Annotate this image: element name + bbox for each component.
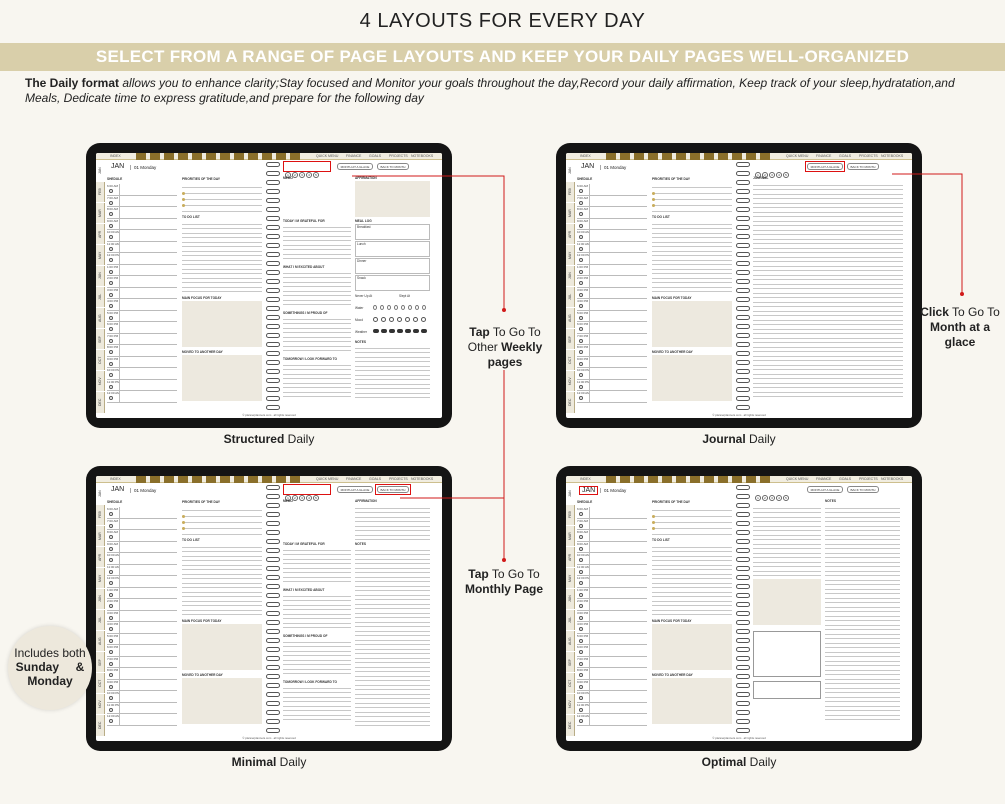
- date-label: 01 Monday: [130, 165, 156, 170]
- week-button-4[interactable]: 4: [306, 495, 312, 501]
- month-tab-sep[interactable]: SEP: [96, 328, 105, 349]
- schedule-time: 9:00 PM: [107, 679, 119, 684]
- schedule-time: 10:00 AM: [107, 553, 120, 557]
- schedule-time: 1:00 PM: [107, 587, 119, 592]
- badge-text: Includes both: [14, 646, 86, 660]
- badge-sunday: Sunday: [15, 660, 59, 674]
- meal-snack-label: Snack: [357, 276, 366, 280]
- subtitle-banner: SELECT FROM A RANGE OF PAGE LAYOUTS AND KEEP YOUR DAILY PAGES WELL-ORGANIZED: [0, 43, 1005, 71]
- schedule-time: 12:00 PM: [577, 253, 590, 257]
- moved-heading: MOVED TO ANOTHER DAY: [652, 673, 693, 677]
- month-tab-nov[interactable]: NOV: [96, 370, 105, 391]
- callout-weekly-bold1: Tap: [469, 325, 490, 339]
- todo-heading: TO DO LIST: [652, 538, 670, 542]
- schedule-time: 4:00 PM: [107, 299, 119, 303]
- copyright-footer: © plannerplanners.com . all rights reserved: [712, 413, 766, 417]
- callout-monthly-bold2: Monthly Page: [464, 582, 543, 596]
- caption-minimal-bold: Minimal: [231, 755, 277, 769]
- schedule-time: 7:00 PM: [577, 656, 589, 661]
- memo-heading: MEMO: [283, 499, 293, 503]
- intro-text: allows you to enhance clarity;Stay focused and Monitor your goals throughout the day,Record your daily affirmation, Keep track of your sleep,hydratation,and Meals, Dedicate time to express gratitude,and prepare for the following day: [25, 76, 955, 105]
- copyright-footer: © plannerplanners.com . all rights reserved: [242, 413, 296, 417]
- main-focus-heading: MAIN FOCUS FOR TODAY: [182, 619, 222, 623]
- affirmation-heading: AFFIRMATION: [355, 499, 377, 503]
- schedule-time: 6:00 PM: [577, 322, 589, 326]
- schedule-time: 11:00 PM: [577, 379, 590, 384]
- month-tab-jul[interactable]: JUL: [96, 609, 105, 630]
- date-label: 01 Monday: [600, 165, 626, 170]
- month-tab-jan[interactable]: JAN: [566, 160, 575, 181]
- month-tab-apr[interactable]: APR: [96, 223, 105, 244]
- notes-heading: NOTES: [355, 340, 366, 344]
- intro-bold: The Daily format: [25, 76, 120, 90]
- week-button-4[interactable]: 4: [776, 172, 782, 178]
- schedule-time: 3:00 PM: [577, 287, 589, 292]
- connector-dot-weekly: [502, 308, 506, 312]
- month-tab-may[interactable]: MAY: [96, 567, 105, 588]
- top-tab-quick-menu[interactable]: QUICK MENU: [316, 154, 339, 158]
- connector-weekly-bottom: [400, 370, 504, 498]
- month-tab-aug[interactable]: AUG: [566, 307, 575, 328]
- mood-label: Mood: [355, 318, 363, 322]
- schedule-time: 9:00 AM: [107, 541, 119, 546]
- month-tab-apr[interactable]: APR: [96, 546, 105, 567]
- top-tab-finance[interactable]: FINANCE: [816, 154, 832, 158]
- week-button-3[interactable]: 3: [299, 172, 305, 178]
- week-button-5[interactable]: 5: [313, 495, 319, 501]
- callout-glance-bold2: Month at a glace: [930, 320, 990, 349]
- todo-heading: TO DO LIST: [182, 538, 200, 542]
- week-button-1[interactable]: 1: [285, 172, 291, 178]
- week-button-3[interactable]: 3: [769, 495, 775, 501]
- schedule-time: 7:00 PM: [577, 333, 589, 338]
- week-button-2[interactable]: 2: [292, 495, 298, 501]
- schedule-time: 7:00 AM: [577, 195, 589, 200]
- schedule-time: 8:00 PM: [107, 345, 119, 349]
- top-tab-goals[interactable]: GOALS: [839, 154, 852, 158]
- copyright-footer: © plannerplanners.com . all rights reserved: [242, 736, 296, 740]
- caption-journal-bold: Journal: [702, 432, 746, 446]
- schedule-time: 11:00 PM: [577, 702, 590, 707]
- week-button-2[interactable]: 2: [762, 172, 768, 178]
- meal-log-heading: MEAL LOG: [355, 219, 372, 223]
- weather-label: Weather: [355, 330, 367, 334]
- schedule-time: 12:00 AM: [577, 391, 590, 395]
- top-tab-index[interactable]: INDEX: [580, 477, 591, 481]
- priorities-heading: PRIORITIES OF THE DAY: [652, 177, 690, 181]
- schedule-time: 3:00 PM: [577, 610, 589, 615]
- caption-structured-bold: Structured: [223, 432, 285, 446]
- month-tab-feb[interactable]: FEB: [96, 504, 105, 525]
- week-button-5[interactable]: 5: [783, 495, 789, 501]
- schedule-time: 8:00 AM: [577, 207, 589, 211]
- schedule-time: 7:00 PM: [107, 656, 119, 661]
- priorities-heading: PRIORITIES OF THE DAY: [182, 500, 220, 504]
- water-label: Water: [355, 306, 364, 310]
- schedule-heading: SHEDULE: [107, 177, 123, 181]
- caption-structured-rest: Daily: [284, 432, 315, 446]
- schedule-time: 10:00 AM: [577, 553, 590, 557]
- month-tab-mar[interactable]: MAR: [96, 202, 105, 223]
- schedule-time: 10:00 PM: [107, 691, 120, 695]
- schedule-time: 12:00 AM: [107, 391, 120, 395]
- callout-glance-bold1: Click: [920, 305, 949, 319]
- month-tab-nov[interactable]: NOV: [566, 370, 575, 391]
- week-button-1[interactable]: 1: [285, 495, 291, 501]
- schedule-time: 12:00 PM: [107, 576, 120, 580]
- week-button-3[interactable]: 3: [769, 172, 775, 178]
- top-tab-finance[interactable]: FINANCE: [346, 477, 362, 481]
- schedule-time: 2:00 PM: [107, 599, 119, 603]
- schedule-time: 6:00 PM: [107, 645, 119, 649]
- top-tab-goals[interactable]: GOALS: [369, 477, 382, 481]
- schedule-time: 11:00 AM: [107, 241, 120, 246]
- week-button-2[interactable]: 2: [292, 172, 298, 178]
- copyright-footer: © plannerplanners.com . all rights reserved: [712, 736, 766, 740]
- schedule-heading: SHEDULE: [577, 500, 593, 504]
- month-tab-may[interactable]: MAY: [566, 567, 575, 588]
- month-tab-oct[interactable]: OCT: [566, 672, 575, 693]
- schedule-time: 12:00 PM: [107, 253, 120, 257]
- month-tab-jan[interactable]: JAN: [96, 483, 105, 504]
- schedule-time: 6:00 AM: [577, 507, 589, 511]
- affirmation-heading: AFFIRMATION: [355, 176, 377, 180]
- schedule-time: 1:00 PM: [577, 587, 589, 592]
- schedule-time: 7:00 AM: [107, 518, 119, 523]
- month-tab-may[interactable]: MAY: [566, 244, 575, 265]
- schedule-time: 8:00 AM: [107, 207, 119, 211]
- schedule-time: 11:00 PM: [107, 379, 120, 384]
- schedule-time: 9:00 AM: [577, 218, 589, 223]
- schedule-time: 2:00 PM: [107, 276, 119, 280]
- top-tab-goals[interactable]: GOALS: [369, 154, 382, 158]
- week-button-5[interactable]: 5: [313, 172, 319, 178]
- todo-heading: TO DO LIST: [652, 215, 670, 219]
- moved-heading: MOVED TO ANOTHER DAY: [652, 350, 693, 354]
- month-label[interactable]: JAN: [579, 486, 598, 495]
- page-title: 4 LAYOUTS FOR EVERY DAY: [359, 10, 646, 32]
- proud-heading: SOMETHINGS I M PROUD OF: [283, 634, 328, 638]
- top-tab-finance[interactable]: FINANCE: [346, 154, 362, 158]
- moved-heading: MOVED TO ANOTHER DAY: [182, 350, 223, 354]
- month-tab-dec[interactable]: DEC: [566, 714, 575, 735]
- top-tab-index[interactable]: INDEX: [580, 154, 591, 158]
- month-at-glance-button[interactable]: MONTH AT A GLACE: [807, 163, 843, 170]
- month-at-glance-button[interactable]: MONTH AT A GLACE: [337, 486, 373, 493]
- schedule-time: 1:00 PM: [577, 264, 589, 269]
- week-button-3[interactable]: 3: [299, 495, 305, 501]
- week-button-2[interactable]: 2: [762, 495, 768, 501]
- meal-dinner-label: Dinner: [357, 259, 367, 263]
- main-focus-heading: MAIN FOCUS FOR TODAY: [652, 296, 692, 300]
- schedule-time: 11:00 AM: [577, 241, 590, 246]
- schedule-time: 2:00 PM: [577, 276, 589, 280]
- schedule-time: 11:00 AM: [107, 564, 120, 569]
- sunday-monday-badge: [8, 626, 92, 710]
- schedule-time: 4:00 PM: [577, 299, 589, 303]
- schedule-heading: SHEDULE: [107, 500, 123, 504]
- schedule-time: 3:00 PM: [107, 610, 119, 615]
- schedule-time: 8:00 PM: [577, 668, 589, 672]
- week-button-5[interactable]: 5: [783, 172, 789, 178]
- schedule-time: 2:00 PM: [577, 599, 589, 603]
- top-tab-notebooks[interactable]: NOTEBOOKS: [881, 154, 904, 158]
- notes-heading: NOTES: [825, 499, 836, 503]
- schedule-time: 11:00 PM: [107, 702, 120, 707]
- tomorrow-heading: TOMORROW I LOOK FORWARD TO: [283, 357, 338, 361]
- month-tab-feb[interactable]: FEB: [96, 181, 105, 202]
- back-to-month-button[interactable]: BACK TO MONTH: [847, 486, 879, 493]
- top-tab-index[interactable]: INDEX: [110, 477, 121, 481]
- todo-heading: TO DO LIST: [182, 215, 200, 219]
- month-tab-oct[interactable]: OCT: [96, 672, 105, 693]
- month-tab-mar[interactable]: MAR: [96, 525, 105, 546]
- month-tab-jun[interactable]: JUN: [566, 265, 575, 286]
- month-tab-jul[interactable]: JUL: [566, 609, 575, 630]
- month-tab-feb[interactable]: FEB: [566, 504, 575, 525]
- top-tab-projects[interactable]: PROJECTS: [859, 154, 878, 158]
- month-tab-nov[interactable]: NOV: [96, 693, 105, 714]
- top-tab-index[interactable]: INDEX: [110, 154, 121, 158]
- priorities-heading: PRIORITIES OF THE DAY: [182, 177, 220, 181]
- schedule-time: 6:00 AM: [107, 184, 119, 188]
- schedule-time: 12:00 AM: [107, 714, 120, 718]
- top-tab-notebooks[interactable]: NOTEBOOKS: [411, 477, 434, 481]
- month-tab-aug[interactable]: AUG: [96, 630, 105, 651]
- top-tab-projects[interactable]: PROJECTS: [859, 477, 878, 481]
- schedule-time: 9:00 PM: [577, 679, 589, 684]
- schedule-time: 6:00 PM: [107, 322, 119, 326]
- month-tab-mar[interactable]: MAR: [566, 202, 575, 223]
- caption-optimal-bold: Optimal: [701, 755, 747, 769]
- schedule-time: 6:00 AM: [107, 507, 119, 511]
- callout-glance-text: To Go To: [948, 305, 1000, 319]
- badge-monday: Monday: [27, 674, 73, 688]
- month-tab-oct[interactable]: OCT: [566, 349, 575, 370]
- grateful-heading: TODAY I M GRATEFUL FOR: [283, 219, 325, 223]
- excited-heading: WHAT I M EXCITED ABOUT: [283, 265, 325, 269]
- schedule-time: 10:00 PM: [577, 691, 590, 695]
- month-tab-jan[interactable]: JAN: [96, 160, 105, 181]
- schedule-time: 10:00 AM: [577, 230, 590, 234]
- month-tab-jun[interactable]: JUN: [96, 588, 105, 609]
- schedule-time: 7:00 AM: [107, 195, 119, 200]
- schedule-time: 8:00 PM: [107, 668, 119, 672]
- schedule-time: 11:00 AM: [577, 564, 590, 569]
- caption-journal-rest: Daily: [745, 432, 776, 446]
- meal-breakfast-label: Breakfast: [357, 225, 371, 229]
- callout-monthly-text: To Go To: [488, 567, 540, 581]
- schedule-time: 10:00 PM: [107, 368, 120, 372]
- month-tab-aug[interactable]: AUG: [566, 630, 575, 651]
- journal-heading: JOURNAL: [753, 176, 769, 180]
- month-tab-dec[interactable]: DEC: [96, 391, 105, 412]
- caption-optimal-rest: Daily: [746, 755, 777, 769]
- back-to-month-button[interactable]: BACK TO MONTH: [847, 163, 879, 170]
- connector-weekly-top: [352, 176, 504, 310]
- month-tab-feb[interactable]: FEB: [566, 181, 575, 202]
- schedule-time: 10:00 PM: [577, 368, 590, 372]
- schedule-time: 7:00 AM: [577, 518, 589, 523]
- callout-weekly-text: To Go To Other: [467, 325, 541, 354]
- notes-heading: NOTES: [355, 542, 366, 546]
- month-tab-apr[interactable]: APR: [566, 546, 575, 567]
- month-tab-jul[interactable]: JUL: [96, 286, 105, 307]
- schedule-time: 5:00 PM: [107, 310, 119, 315]
- date-label: 01 Monday: [130, 488, 156, 493]
- schedule-time: 1:00 PM: [107, 264, 119, 269]
- schedule-time: 8:00 AM: [107, 530, 119, 534]
- main-focus-heading: MAIN FOCUS FOR TODAY: [652, 619, 692, 623]
- date-label: 01 Monday: [600, 488, 626, 493]
- month-tab-apr[interactable]: APR: [566, 223, 575, 244]
- month-tab-jul[interactable]: JUL: [566, 286, 575, 307]
- month-label[interactable]: JAN: [581, 163, 595, 170]
- month-label[interactable]: JAN: [111, 163, 125, 170]
- schedule-time: 9:00 AM: [107, 218, 119, 223]
- main-focus-heading: MAIN FOCUS FOR TODAY: [182, 296, 222, 300]
- schedule-time: 6:00 PM: [577, 645, 589, 649]
- badge-amp: &: [75, 660, 85, 674]
- schedule-time: 3:00 PM: [107, 287, 119, 292]
- schedule-time: 5:00 PM: [577, 633, 589, 638]
- meal-lunch-label: Lunch: [357, 242, 366, 246]
- schedule-time: 6:00 AM: [577, 184, 589, 188]
- callout-monthly-bold1: Tap: [468, 567, 489, 581]
- priorities-heading: PRIORITIES OF THE DAY: [652, 500, 690, 504]
- schedule-time: 4:00 PM: [107, 622, 119, 626]
- top-tab-projects[interactable]: PROJECTS: [389, 154, 408, 158]
- month-tab-nov[interactable]: NOV: [566, 693, 575, 714]
- slept-at-label: Slept At: [399, 294, 410, 298]
- connector-dot-glance: [960, 292, 964, 296]
- month-tab-may[interactable]: MAY: [96, 244, 105, 265]
- top-tab-finance[interactable]: FINANCE: [816, 477, 832, 481]
- schedule-time: 12:00 PM: [577, 576, 590, 580]
- tomorrow-heading: TOMORROW I LOOK FORWARD TO: [283, 680, 338, 684]
- back-to-month-button[interactable]: BACK TO MONTH: [377, 163, 409, 170]
- wake-up-label: Never Up At: [355, 294, 373, 298]
- excited-heading: WHAT I M EXCITED ABOUT: [283, 588, 325, 592]
- schedule-heading: SHEDULE: [577, 177, 593, 181]
- grateful-heading: TODAY I M GRATEFUL FOR: [283, 542, 325, 546]
- month-tab-sep[interactable]: SEP: [566, 328, 575, 349]
- week-button-4[interactable]: 4: [776, 495, 782, 501]
- top-tab-notebooks[interactable]: NOTEBOOKS: [411, 154, 434, 158]
- schedule-time: 9:00 AM: [577, 541, 589, 546]
- moved-heading: MOVED TO ANOTHER DAY: [182, 673, 223, 677]
- schedule-time: 9:00 PM: [577, 356, 589, 361]
- week-button-1[interactable]: 1: [755, 172, 761, 178]
- month-tab-aug[interactable]: AUG: [96, 307, 105, 328]
- memo-heading: MEMO: [283, 176, 293, 180]
- callout-weekly: [462, 325, 548, 370]
- caption-minimal-rest: Daily: [276, 755, 307, 769]
- proud-heading: SOMETHINGS I M PROUD OF: [283, 311, 328, 315]
- month-tab-jan[interactable]: JAN: [566, 483, 575, 504]
- schedule-time: 7:00 PM: [107, 333, 119, 338]
- month-tab-sep[interactable]: SEP: [566, 651, 575, 672]
- schedule-time: 8:00 AM: [577, 530, 589, 534]
- back-to-month-button[interactable]: BACK TO MONTH: [377, 486, 409, 493]
- month-tab-mar[interactable]: MAR: [566, 525, 575, 546]
- month-tab-jun[interactable]: JUN: [96, 265, 105, 286]
- week-button-4[interactable]: 4: [306, 172, 312, 178]
- month-tab-oct[interactable]: OCT: [96, 349, 105, 370]
- schedule-time: 9:00 PM: [107, 356, 119, 361]
- top-tab-goals[interactable]: GOALS: [839, 477, 852, 481]
- month-tab-dec[interactable]: DEC: [96, 714, 105, 735]
- schedule-time: 4:00 PM: [577, 622, 589, 626]
- month-at-glance-button[interactable]: MONTH AT A GLACE: [807, 486, 843, 493]
- month-tab-dec[interactable]: DEC: [566, 391, 575, 412]
- schedule-time: 5:00 PM: [107, 633, 119, 638]
- month-tab-jun[interactable]: JUN: [566, 588, 575, 609]
- schedule-time: 10:00 AM: [107, 230, 120, 234]
- schedule-time: 12:00 AM: [577, 714, 590, 718]
- callout-month-glance: [918, 305, 1002, 350]
- callout-weekly-bold2: Weekly pages: [487, 340, 543, 369]
- top-tab-projects[interactable]: PROJECTS: [389, 477, 408, 481]
- top-tab-quick-menu[interactable]: QUICK MENU: [316, 477, 339, 481]
- schedule-time: 5:00 PM: [577, 310, 589, 315]
- top-tab-quick-menu[interactable]: QUICK MENU: [786, 154, 809, 158]
- month-at-glance-button[interactable]: MONTH AT A GLACE: [337, 163, 373, 170]
- top-tab-notebooks[interactable]: NOTEBOOKS: [881, 477, 904, 481]
- month-label[interactable]: JAN: [111, 486, 125, 493]
- schedule-time: 8:00 PM: [577, 345, 589, 349]
- top-tab-quick-menu[interactable]: QUICK MENU: [786, 477, 809, 481]
- connector-month-glance: [892, 174, 962, 294]
- week-button-1[interactable]: 1: [755, 495, 761, 501]
- month-tab-sep[interactable]: SEP: [96, 651, 105, 672]
- callout-monthly: [456, 567, 552, 597]
